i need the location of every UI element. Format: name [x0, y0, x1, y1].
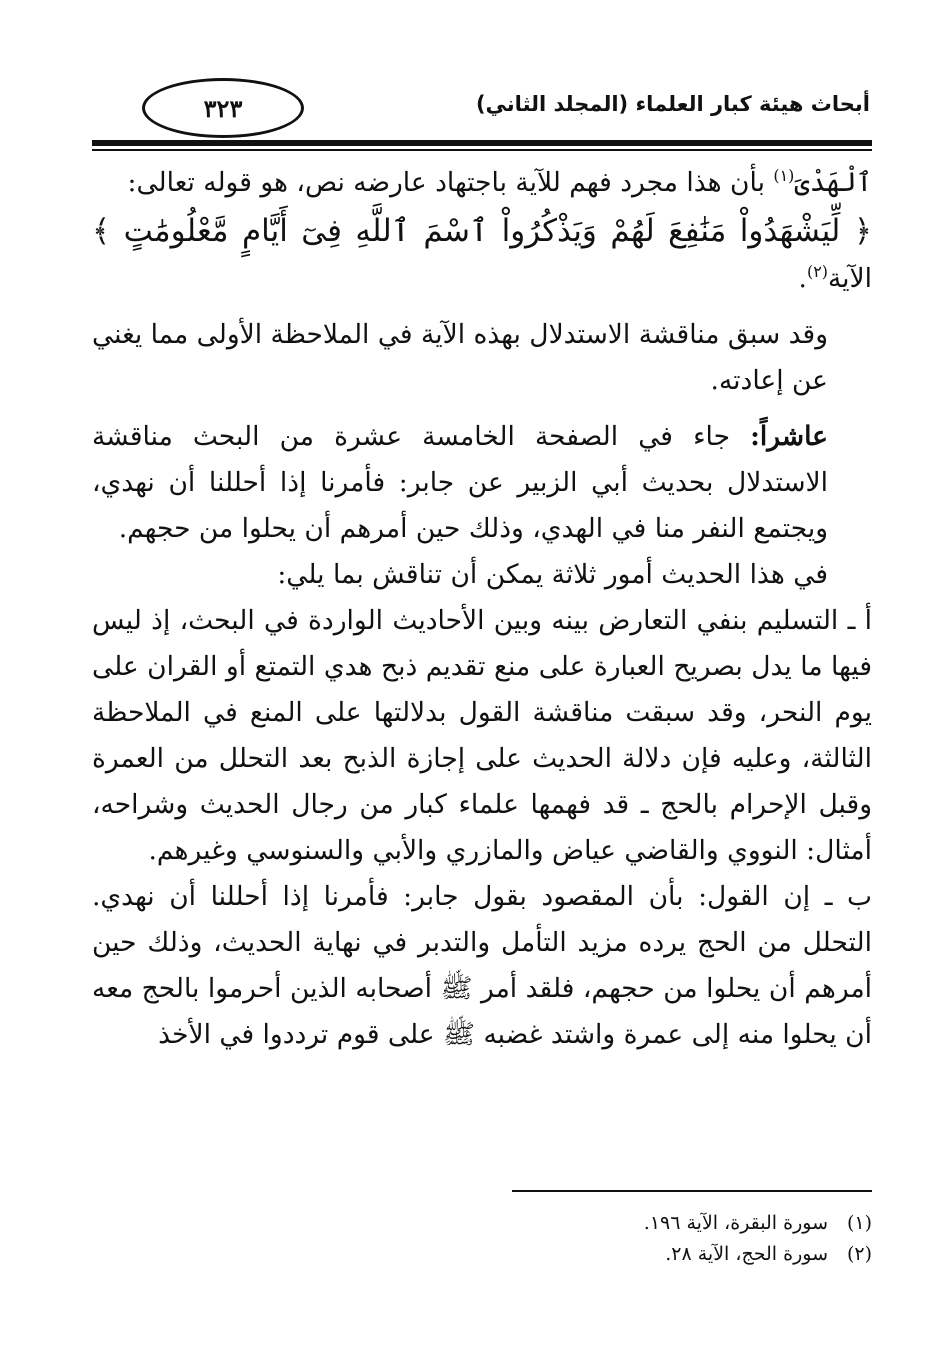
paragraph-text: بأن هذا مجرد فهم للآية باجتهاد عارضه نص، هو قوله تعالى: [127, 167, 774, 198]
quran-verse: ﴿ لِّيَشْهَدُواْ مَنَٰفِعَ لَهُمْ وَيَذْكُرُواْ ٱسْمَ ٱللَّهِ فِىٓ أَيَّامٍ مَّعْلُومَٰتٍ ﴾ [92, 213, 872, 249]
paragraph-5: في هذا الحديث أمور ثلاثة يمكن أن تناقش بما يلي: [277, 559, 828, 590]
footnotes [92, 1208, 872, 1270]
main-text [92, 160, 872, 1058]
footnote-separator [512, 1190, 872, 1192]
footnote-2 [92, 1239, 872, 1270]
running-title: أبحاث هيئة كبار العلماء (المجلد الثاني) [475, 92, 870, 116]
paragraph-3: وقد سبق مناقشة الاستدلال بهذه الآية في الملاحظة الأولى مما يغني عن إعادته. [91, 319, 828, 396]
paragraph-7: ب ـ إن القول: بأن المقصود بقول جابر: فأمرنا إذا أحللنا أن نهدي. التحلل من الحج يرده مزيد التأمل والتدبر في نهاية الحديث، وذلك حين أمرهم أن يحلوا من حجهم، فلقد أمر ﷺ أصحابه الذين أحرموا بالحج معه أن يحلوا منه إلى عمرة واشتد غضبه ﷺ على قوم ترددوا في الأخذ [92, 881, 872, 1050]
paragraph-1 [92, 160, 872, 206]
paragraph-gap [92, 404, 872, 414]
section-heading: عاشراً: [750, 421, 828, 452]
footnote-ref-1: (١) [773, 166, 795, 186]
paragraph-2 [92, 256, 872, 302]
header-rule-thick [92, 140, 872, 146]
paragraph-6: أ ـ التسليم بنفي التعارض بينه وبين الأحاديث الواردة في البحث، إذ ليس فيها ما يدل بصريح العبارة على منع تقديم ذبح هدي التمتع أو القران على يوم النحر، وقد سبقت مناقشة القول بدلالتها على المنع في الملاحظة الثالثة، وعليه فإن دلالة الحديث على إجازة الذبح بعد التحلل من العمرة وقبل الإحرام بالحج ـ قد فهمها علماء كبار من رجال الحديث وشراحه، أمثال: النووي والقاضي عياض والمازري والأبي والسنوسي وغيرهم. [92, 605, 872, 866]
footnote-text: سورة البقرة، الآية ١٩٦. [643, 1212, 828, 1234]
paragraph-gap [92, 302, 872, 312]
paragraph-text: جاء في الصفحة الخامسة عشرة من البحث مناقشة الاستدلال بحديث أبي الزبير عن جابر: فأمرنا إذا أحللنا أن نهدي، ويجتمع النفر منا في الهدي، وذلك حين أمرهم أن يحلوا من حجهم. [92, 421, 828, 544]
paragraph-text: الآية [827, 263, 872, 294]
paragraph-4 [92, 414, 872, 552]
quran-word: ٱلْهَدْىَ [794, 167, 872, 198]
footnote-number: (١) [846, 1212, 872, 1234]
header-rule-thin [92, 149, 872, 151]
page-number: ٣٢٣ [142, 78, 304, 138]
footnote-ref-2: (٢) [806, 262, 828, 282]
paragraph-text: . [798, 263, 807, 294]
footnote-text: سورة الحج، الآية ٢٨. [665, 1243, 828, 1265]
footnote-1 [92, 1208, 872, 1239]
footnote-number: (٢) [846, 1243, 872, 1265]
